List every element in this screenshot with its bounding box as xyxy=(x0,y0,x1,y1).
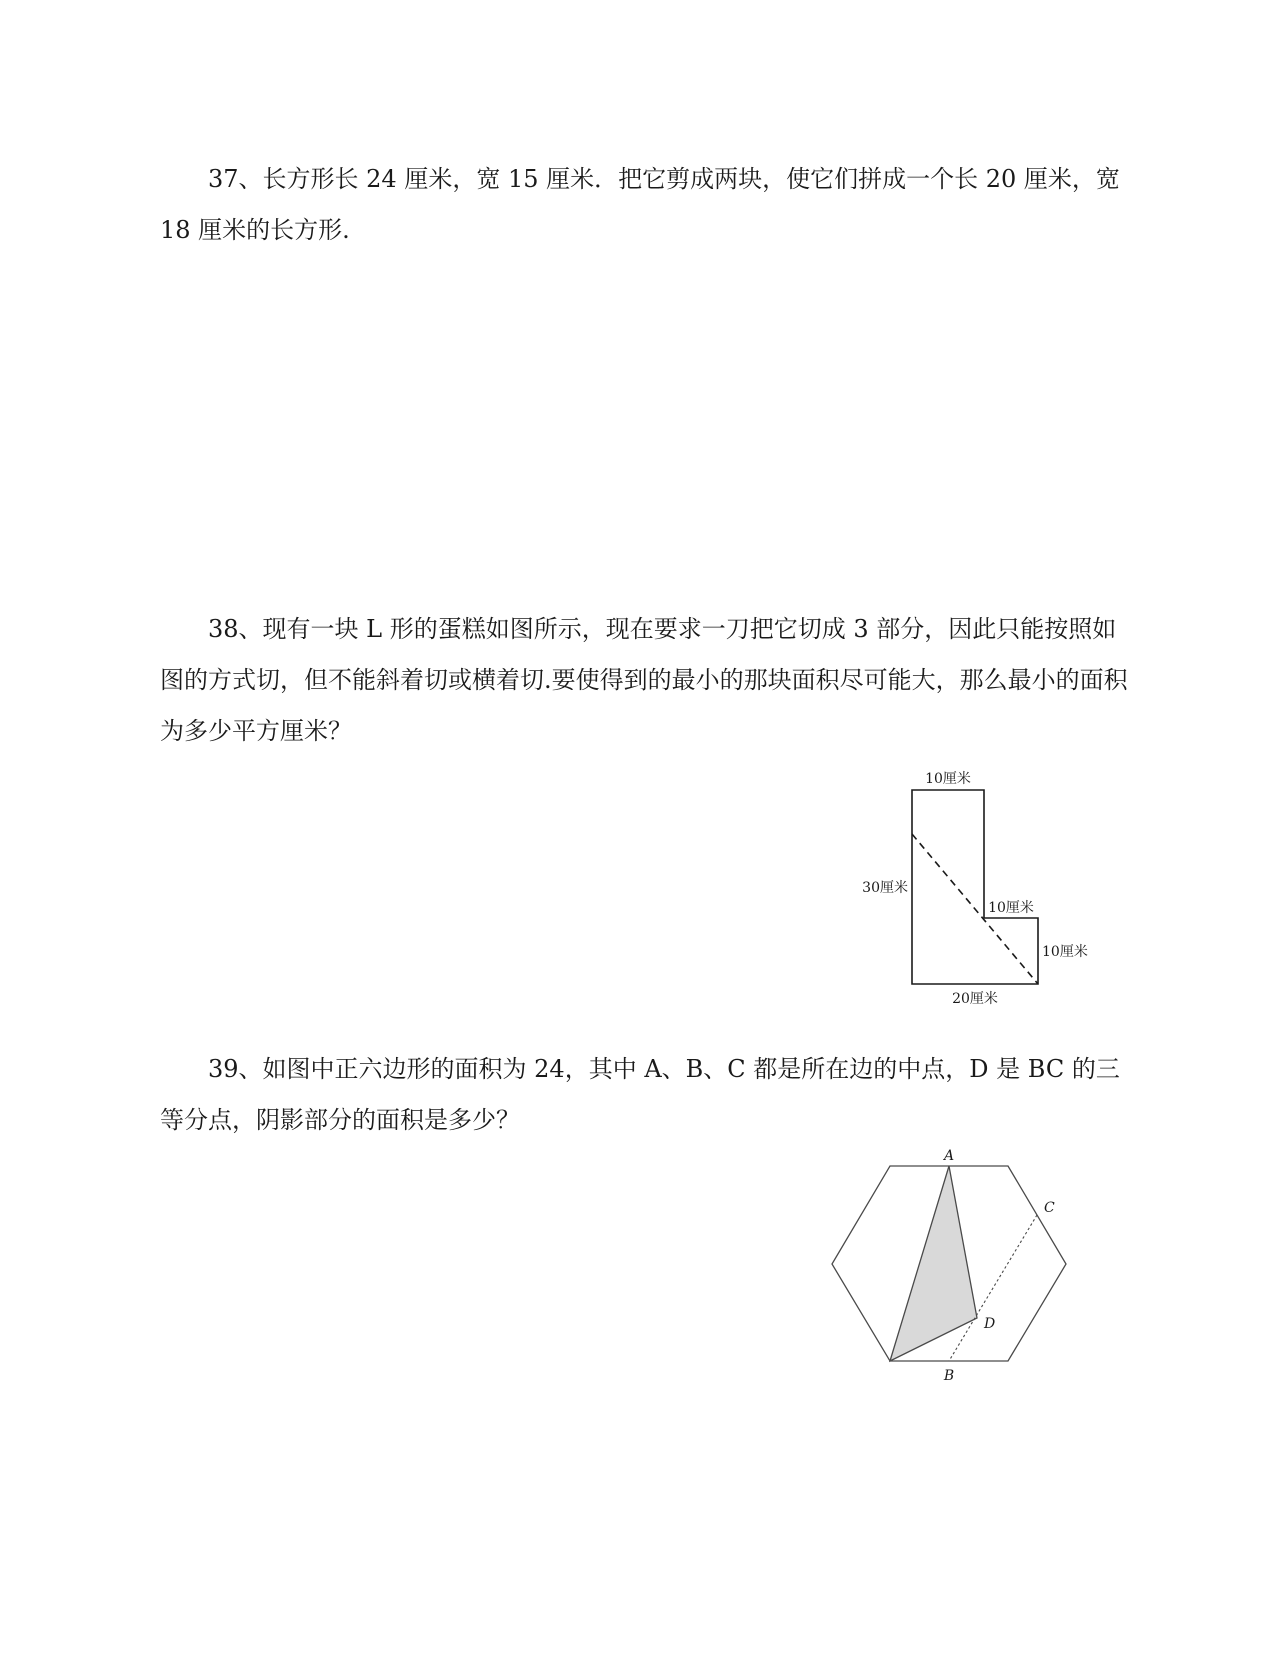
label-top-width: 10厘米 xyxy=(925,771,971,787)
label-right-height: 10厘米 xyxy=(1042,944,1088,960)
label-left-height: 30厘米 xyxy=(862,880,908,896)
l-shape-outline xyxy=(912,790,1038,984)
problem-37-text: 37、长方形长 24 厘米，宽 15 厘米．把它剪成两块，使它们拼成一个长 20 厘米，宽 18 厘米的长方形. xyxy=(160,165,1120,244)
label-bottom-width: 20厘米 xyxy=(952,991,998,1007)
problem-37 xyxy=(160,154,1128,256)
point-b-label: B xyxy=(943,1368,955,1384)
problem-39 xyxy=(160,1044,1128,1146)
l-shape-figure xyxy=(852,768,1092,1016)
problem-38 xyxy=(160,604,1128,757)
point-c-label: C xyxy=(1044,1200,1055,1216)
point-d-label: D xyxy=(984,1316,996,1332)
point-a-label: A xyxy=(943,1148,955,1164)
hexagon-figure xyxy=(830,1146,1090,1386)
problem-38-text: 38、现有一块 L 形的蛋糕如图所示，现在要求一刀把它切成 3 部分，因此只能按照如图的方式切，但不能斜着切或横着切.要使得到的最小的那块面积尽可能大，那么最小的面积为多少平方厘米？ xyxy=(160,615,1128,745)
shaded-triangle xyxy=(890,1166,977,1361)
problem-39-text: 39、如图中正六边形的面积为 24，其中 A、B、C 都是所在边的中点，D 是 BC 的三等分点，阴影部分的面积是多少？ xyxy=(160,1055,1120,1134)
label-step-width: 10厘米 xyxy=(988,900,1034,916)
